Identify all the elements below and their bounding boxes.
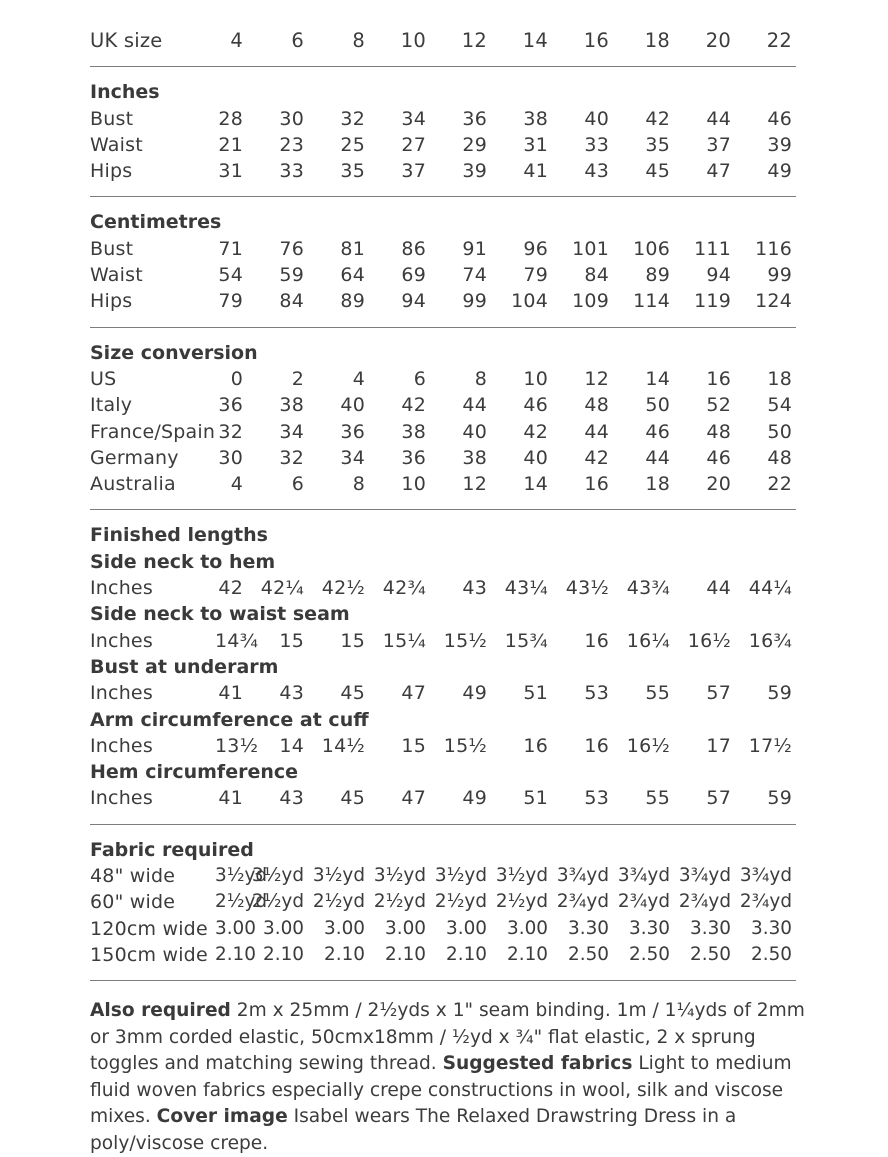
cell: 3½yd: [312, 865, 365, 887]
cell: 40: [340, 394, 365, 417]
cell: 3.00: [324, 917, 365, 939]
cell: 111: [694, 237, 731, 260]
cell: 43: [279, 787, 304, 810]
cell: 2: [291, 367, 304, 390]
uk-size-value: 16: [583, 29, 609, 52]
cell: 34: [340, 446, 365, 469]
cell: 86: [401, 237, 426, 260]
cover-image-label: Cover image: [156, 1106, 288, 1127]
cell: 3½yd: [251, 865, 304, 887]
cell: 76: [279, 237, 304, 260]
cell: 64: [340, 264, 365, 287]
cell: 51: [523, 682, 548, 705]
divider: [90, 509, 796, 510]
cell: 41: [218, 682, 243, 705]
row-label: Germany: [90, 446, 179, 469]
cell: 3¾yd: [617, 865, 670, 887]
cell: 44: [706, 107, 731, 130]
cell: 46: [645, 420, 670, 443]
uk-size-value: 4: [230, 29, 243, 52]
also-required-text: 2m x 25mm / 2½yds x 1" seam binding. 1m / 1¼yds of 2mm or 3mm corded elastic, 50cmx18mm / ½yd x ¾" flat elastic, 2 x sprung toggles and matching sewing thread.: [90, 1000, 805, 1074]
cell: 47: [401, 787, 426, 810]
cell: 59: [767, 682, 792, 705]
cell: 38: [462, 446, 487, 469]
cell: 54: [767, 394, 792, 417]
cell: 2½yd: [312, 891, 365, 913]
cell: 2.10: [446, 943, 487, 965]
cell: 79: [218, 290, 243, 313]
side-neck-to-waist-row: [90, 628, 796, 654]
row-label: 120cm wide: [90, 917, 208, 940]
cell: 36: [462, 107, 487, 130]
cell: 29: [462, 133, 487, 156]
cell: 42: [218, 577, 243, 600]
cell: 16¼: [626, 629, 670, 652]
cell: 15¼: [382, 629, 426, 652]
cm-hips-row: [90, 288, 796, 314]
row-label: Waist: [90, 264, 143, 287]
cell: 45: [645, 160, 670, 183]
cell: 104: [511, 290, 548, 313]
cell: 84: [279, 290, 304, 313]
row-label: Waist: [90, 133, 143, 156]
cell: 12: [462, 473, 487, 496]
cell: 2½yd: [251, 891, 304, 913]
cell: 16: [584, 734, 609, 757]
cell: 44: [706, 577, 731, 600]
cell: 2.10: [385, 943, 426, 965]
suggested-fabrics-text: Light to medium fluid woven fabrics especially crepe constructions in wool, silk and viscose mixes.: [90, 1053, 792, 1127]
cell: 2¾yd: [739, 891, 792, 913]
cell: 17: [706, 734, 731, 757]
cell: 51: [523, 787, 548, 810]
cell: 18: [767, 367, 792, 390]
cell: 16¾: [748, 629, 792, 652]
divider: [90, 824, 796, 825]
cell: 42½: [321, 577, 365, 600]
cell: 53: [584, 682, 609, 705]
cell: 15¾: [504, 629, 548, 652]
cell: 2.10: [507, 943, 548, 965]
cell: 3½yd: [373, 865, 426, 887]
cell: 43: [279, 682, 304, 705]
cell: 30: [279, 107, 304, 130]
cell: 17½: [748, 734, 792, 757]
cell: 3.30: [690, 917, 731, 939]
cell: 42: [401, 394, 426, 417]
cell: 16: [584, 473, 609, 496]
cell: 99: [462, 290, 487, 313]
cell: 53: [584, 787, 609, 810]
conversion-us-row: [90, 366, 796, 392]
divider: [90, 66, 796, 67]
cell: 21: [218, 133, 243, 156]
cell: 4: [352, 367, 365, 390]
row-label: Inches: [90, 577, 153, 600]
fabric-120cm-row: [90, 916, 796, 942]
cell: 3.00: [446, 917, 487, 939]
cell: 14¾: [215, 629, 259, 652]
hem-circumference-row: [90, 785, 796, 811]
row-label: Hips: [90, 290, 133, 313]
cell: 2.10: [215, 943, 256, 965]
cell: 2.50: [629, 943, 670, 965]
cell: 74: [462, 264, 487, 287]
cell: 94: [706, 264, 731, 287]
uk-size-row: [90, 28, 796, 54]
cell: 14: [279, 734, 304, 757]
cell: 6: [413, 367, 426, 390]
centimetres-heading: Centimetres: [90, 211, 222, 234]
uk-size-value: 18: [644, 29, 670, 52]
cell: 96: [523, 237, 548, 260]
cell: 2.50: [751, 943, 792, 965]
cover-image-text: Isabel wears The Relaxed Drawstring Dress in a poly/viscose crepe.: [90, 1106, 737, 1154]
cell: 34: [279, 420, 304, 443]
cell: 3¾yd: [739, 865, 792, 887]
row-label: Hips: [90, 160, 133, 183]
cell: 59: [767, 787, 792, 810]
measurement-name: Side neck to hem: [90, 550, 276, 573]
cell: 42: [584, 446, 609, 469]
cell: 38: [523, 107, 548, 130]
cell: 43¼: [504, 577, 548, 600]
cell: 8: [352, 473, 365, 496]
cell: 2.10: [324, 943, 365, 965]
row-label: Inches: [90, 734, 153, 757]
divider: [90, 196, 796, 197]
row-label: Bust: [90, 237, 134, 260]
arm-circumference-row: [90, 733, 796, 759]
cell: 23: [279, 133, 304, 156]
row-label: 48" wide: [90, 865, 176, 888]
inches-hips-row: [90, 158, 796, 184]
cell: 14½: [321, 734, 365, 757]
side-neck-to-hem-row: [90, 575, 796, 601]
cell: 49: [462, 682, 487, 705]
cell: 3¾yd: [678, 865, 731, 887]
conversion-italy-row: [90, 392, 796, 418]
cell: 38: [401, 420, 426, 443]
cell: 3.00: [385, 917, 426, 939]
cell: 40: [584, 107, 609, 130]
cell: 36: [401, 446, 426, 469]
cell: 32: [279, 446, 304, 469]
cell: 69: [401, 264, 426, 287]
cell: 16: [584, 629, 609, 652]
cell: 38: [279, 394, 304, 417]
cell: 91: [462, 237, 487, 260]
measurement-name: Side neck to waist seam: [90, 603, 350, 626]
cell: 16: [706, 367, 731, 390]
uk-size-value: 8: [352, 29, 365, 52]
cell: 3.00: [215, 917, 256, 939]
uk-size-value: 12: [461, 29, 487, 52]
also-required-label: Also required: [90, 1000, 231, 1021]
size-conversion-heading: Size conversion: [90, 341, 258, 364]
cell: 84: [584, 264, 609, 287]
cell: 2.50: [568, 943, 609, 965]
cell: 36: [340, 420, 365, 443]
cell: 43¾: [626, 577, 670, 600]
divider: [90, 327, 796, 328]
cell: 52: [706, 394, 731, 417]
cell: 2½yd: [373, 891, 426, 913]
cell: 2½yd: [215, 891, 268, 913]
cell: 89: [340, 290, 365, 313]
cell: 34: [401, 107, 426, 130]
fabric-60-row: [90, 889, 796, 915]
cell: 43: [584, 160, 609, 183]
cell: 16½: [687, 629, 731, 652]
cell: 35: [645, 133, 670, 156]
row-label: France/Spain: [90, 420, 216, 443]
cell: 39: [767, 133, 792, 156]
cell: 32: [218, 420, 243, 443]
conversion-france-spain-row: [90, 419, 796, 445]
cell: 14: [523, 473, 548, 496]
cell: 25: [340, 133, 365, 156]
cell: 3.00: [507, 917, 548, 939]
cell: 2½yd: [495, 891, 548, 913]
cell: 42¼: [260, 577, 304, 600]
cell: 31: [523, 133, 548, 156]
cell: 46: [767, 107, 792, 130]
cell: 39: [462, 160, 487, 183]
cell: 71: [218, 237, 243, 260]
cell: 59: [279, 264, 304, 287]
cell: 3¾yd: [556, 865, 609, 887]
cell: 40: [462, 420, 487, 443]
cell: 45: [340, 682, 365, 705]
size-chart: [90, 28, 796, 993]
cell: 2¾yd: [617, 891, 670, 913]
divider: [90, 980, 796, 981]
cell: 14: [645, 367, 670, 390]
uk-size-label: UK size: [90, 29, 163, 52]
cell: 30: [218, 446, 243, 469]
inches-bust-row: [90, 106, 796, 132]
cell: 8: [474, 367, 487, 390]
uk-size-value: 22: [766, 29, 792, 52]
inches-waist-row: [90, 132, 796, 158]
cell: 16½: [626, 734, 670, 757]
cm-waist-row: [90, 262, 796, 288]
cell: 40: [523, 446, 548, 469]
row-label: 60" wide: [90, 891, 176, 914]
cell: 43: [462, 577, 487, 600]
cell: 3.30: [568, 917, 609, 939]
cell: 2¾yd: [556, 891, 609, 913]
cell: 42: [523, 420, 548, 443]
cm-bust-row: [90, 236, 796, 262]
row-label: 150cm wide: [90, 943, 208, 966]
cell: 48: [584, 394, 609, 417]
cell: 46: [706, 446, 731, 469]
suggested-fabrics-label: Suggested fabrics: [442, 1053, 633, 1074]
cell: 3.00: [263, 917, 304, 939]
measurement-name: Hem circumference: [90, 761, 299, 784]
cell: 114: [633, 290, 670, 313]
conversion-germany-row: [90, 445, 796, 471]
cell: 119: [694, 290, 731, 313]
cell: 101: [572, 237, 609, 260]
conversion-australia-row: [90, 471, 796, 497]
cell: 48: [706, 420, 731, 443]
cell: 36: [218, 394, 243, 417]
cell: 46: [523, 394, 548, 417]
cell: 13½: [215, 734, 259, 757]
cell: 50: [645, 394, 670, 417]
cell: 6: [291, 473, 304, 496]
cell: 33: [584, 133, 609, 156]
row-label: Inches: [90, 629, 153, 652]
cell: 42¾: [382, 577, 426, 600]
cell: 44¼: [748, 577, 792, 600]
cell: 33: [279, 160, 304, 183]
cell: 32: [340, 107, 365, 130]
measurement-name: Bust at underarm: [90, 655, 279, 678]
cell: 55: [645, 682, 670, 705]
cell: 81: [340, 237, 365, 260]
cell: 50: [767, 420, 792, 443]
row-label: US: [90, 367, 117, 390]
fabric-required-heading: Fabric required: [90, 838, 254, 861]
cell: 15: [401, 734, 426, 757]
cell: 48: [767, 446, 792, 469]
cell: 15½: [443, 734, 487, 757]
cell: 2.50: [690, 943, 731, 965]
cell: 109: [572, 290, 609, 313]
uk-size-value: 6: [291, 29, 304, 52]
fabric-150cm-row: [90, 942, 796, 968]
cell: 31: [218, 160, 243, 183]
measurement-name: Arm circumference at cuff: [90, 708, 369, 731]
cell: 54: [218, 264, 243, 287]
cell: 16: [523, 734, 548, 757]
cell: 4: [230, 473, 243, 496]
cell: 57: [706, 682, 731, 705]
inches-heading: Inches: [90, 81, 160, 104]
cell: 37: [401, 160, 426, 183]
cell: 99: [767, 264, 792, 287]
cell: 22: [767, 473, 792, 496]
cell: 12: [584, 367, 609, 390]
cell: 10: [523, 367, 548, 390]
cell: 41: [218, 787, 243, 810]
cell: 42: [645, 107, 670, 130]
cell: 15: [340, 629, 365, 652]
cell: 106: [633, 237, 670, 260]
cell: 89: [645, 264, 670, 287]
uk-size-value: 20: [705, 29, 731, 52]
cell: 2.10: [263, 943, 304, 965]
cell: 94: [401, 290, 426, 313]
cell: 10: [401, 473, 426, 496]
fabric-48-row: [90, 863, 796, 889]
cell: 49: [767, 160, 792, 183]
cell: 79: [523, 264, 548, 287]
row-label: Italy: [90, 394, 133, 417]
bust-at-underarm-row: [90, 680, 796, 706]
uk-size-value: 14: [522, 29, 548, 52]
cell: 3½yd: [495, 865, 548, 887]
pattern-notes: [90, 998, 806, 1157]
cell: 124: [755, 290, 792, 313]
cell: 44: [584, 420, 609, 443]
cell: 27: [401, 133, 426, 156]
cell: 44: [645, 446, 670, 469]
cell: 35: [340, 160, 365, 183]
row-label: Australia: [90, 473, 176, 496]
cell: 20: [706, 473, 731, 496]
cell: 18: [645, 473, 670, 496]
cell: 2¾yd: [678, 891, 731, 913]
cell: 15½: [443, 629, 487, 652]
cell: 116: [755, 237, 792, 260]
cell: 3½yd: [215, 865, 268, 887]
cell: 2½yd: [434, 891, 487, 913]
uk-size-value: 10: [400, 29, 426, 52]
cell: 57: [706, 787, 731, 810]
cell: 44: [462, 394, 487, 417]
cell: 3.30: [629, 917, 670, 939]
cell: 47: [401, 682, 426, 705]
cell: 43½: [565, 577, 609, 600]
cell: 45: [340, 787, 365, 810]
cell: 28: [218, 107, 243, 130]
finished-lengths-heading: Finished lengths: [90, 524, 268, 547]
cell: 47: [706, 160, 731, 183]
row-label: Inches: [90, 682, 153, 705]
cell: 3.30: [751, 917, 792, 939]
row-label: Bust: [90, 107, 134, 130]
cell: 0: [230, 367, 243, 390]
cell: 15: [279, 629, 304, 652]
cell: 49: [462, 787, 487, 810]
cell: 3½yd: [434, 865, 487, 887]
cell: 41: [523, 160, 548, 183]
row-label: Inches: [90, 787, 153, 810]
cell: 55: [645, 787, 670, 810]
cell: 37: [706, 133, 731, 156]
